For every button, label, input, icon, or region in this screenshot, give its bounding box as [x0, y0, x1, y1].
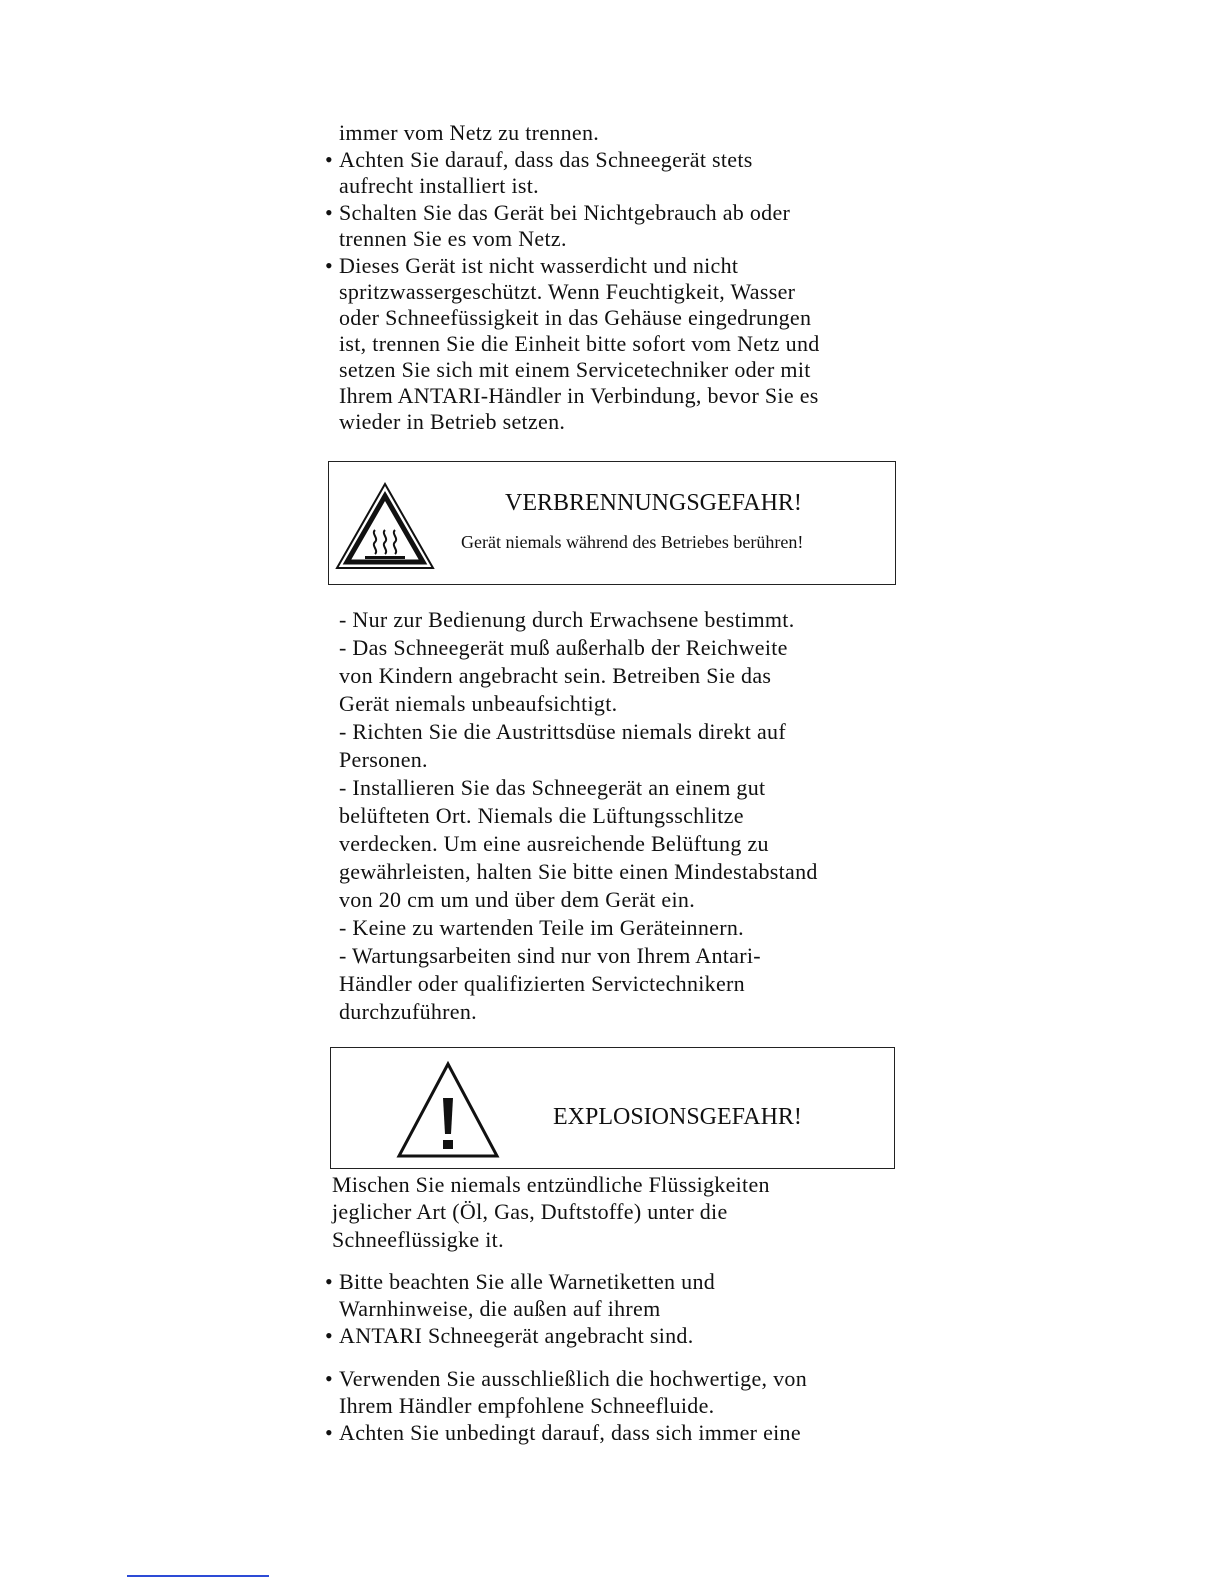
bullet-text: wieder in Betrieb setzen.: [339, 409, 566, 434]
bullet-text: oder Schneefüssigkeit in das Gehäuse eingedrungen: [339, 305, 812, 330]
bullet-text: aufrecht installiert ist.: [339, 173, 539, 198]
bullet-icon: •: [325, 200, 333, 225]
bullet-text: setzen Sie sich mit einem Servicetechniker oder mit: [339, 357, 811, 382]
rule-text: Händler oder qualifizierten Servictechnikern: [339, 971, 745, 996]
bullet-text: spritzwassergeschützt. Wenn Feuchtigkeit, Wasser: [339, 279, 796, 304]
hot-surface-warning-icon: [335, 482, 435, 570]
footer-link-underline: [127, 1575, 269, 1577]
burn-warning-subtitle: Gerät niemals während des Betriebes berühren!: [461, 532, 804, 552]
rule-text: - Richten Sie die Austrittsdüse niemals direkt auf: [339, 719, 786, 744]
rule-text: Gerät niemals unbeaufsichtigt.: [339, 691, 618, 716]
bullet-icon: •: [325, 253, 333, 278]
rule-text: durchzuführen.: [339, 999, 477, 1024]
rule-text: - Wartungsarbeiten sind nur von Ihrem Antari-: [339, 943, 761, 968]
bullet-text: Verwenden Sie ausschließlich die hochwertige, von: [339, 1366, 808, 1391]
rule-text: von 20 cm um und über dem Gerät ein.: [339, 887, 695, 912]
rule-text: - Das Schneegerät muß außerhalb der Reichweite: [339, 635, 788, 660]
rule-text: Personen.: [339, 747, 428, 772]
bullet-text: Ihrem ANTARI-Händler in Verbindung, bevor Sie es: [339, 383, 819, 408]
bullet-text: ist, trennen Sie die Einheit bitte sofort vom Netz und: [339, 331, 820, 356]
bullet-text: ANTARI Schneegerät angebracht sind.: [339, 1323, 694, 1348]
intro-line: immer vom Netz zu trennen.: [339, 120, 600, 145]
rule-text: gewährleisten, halten Sie bitte einen Mindestabstand: [339, 859, 818, 884]
bullet-text: Achten Sie unbedingt darauf, dass sich immer eine: [339, 1420, 801, 1445]
bullet-icon: •: [325, 1420, 333, 1445]
rule-text: - Installieren Sie das Schneegerät an einem gut: [339, 775, 766, 800]
burn-warning-title: VERBRENNUNGSGEFAHR!: [505, 490, 802, 516]
exclamation-warning-icon: [395, 1060, 501, 1160]
burn-warning-box: [328, 461, 896, 585]
bullet-text: Dieses Gerät ist nicht wasserdicht und nicht: [339, 253, 739, 278]
bullet-icon: •: [325, 147, 333, 172]
bullet-icon: •: [325, 1323, 333, 1348]
mix-text: jeglicher Art (Öl, Gas, Duftstoffe) unter die: [332, 1199, 728, 1224]
bullet-text: Bitte beachten Sie alle Warnetiketten und: [339, 1269, 716, 1294]
rule-text: belüfteten Ort. Niemals die Lüftungsschlitze: [339, 803, 744, 828]
mix-text: Mischen Sie niemals entzündliche Flüssigkeiten: [332, 1172, 770, 1197]
rule-text: - Keine zu wartenden Teile im Geräteinnern.: [339, 915, 744, 940]
rule-text: - Nur zur Bedienung durch Erwachsene bestimmt.: [339, 607, 795, 632]
bullet-text: Warnhinweise, die außen auf ihrem: [339, 1296, 661, 1321]
bullet-icon: •: [325, 1366, 333, 1391]
mix-text: Schneeflüssigke it.: [332, 1227, 504, 1252]
bullet-text: Ihrem Händler empfohlene Schneefluide.: [339, 1393, 715, 1418]
bullet-text: trennen Sie es vom Netz.: [339, 226, 567, 251]
explosion-warning-title: EXPLOSIONSGEFAHR!: [553, 1104, 802, 1130]
rule-text: von Kindern angebracht sein. Betreiben Sie das: [339, 663, 772, 688]
bullet-text: Schalten Sie das Gerät bei Nichtgebrauch ab oder: [339, 200, 791, 225]
rule-text: verdecken. Um eine ausreichende Belüftung zu: [339, 831, 769, 856]
bullet-icon: •: [325, 1269, 333, 1294]
explosion-warning-box: [330, 1047, 895, 1169]
bullet-text: Achten Sie darauf, dass das Schneegerät stets: [339, 147, 753, 172]
